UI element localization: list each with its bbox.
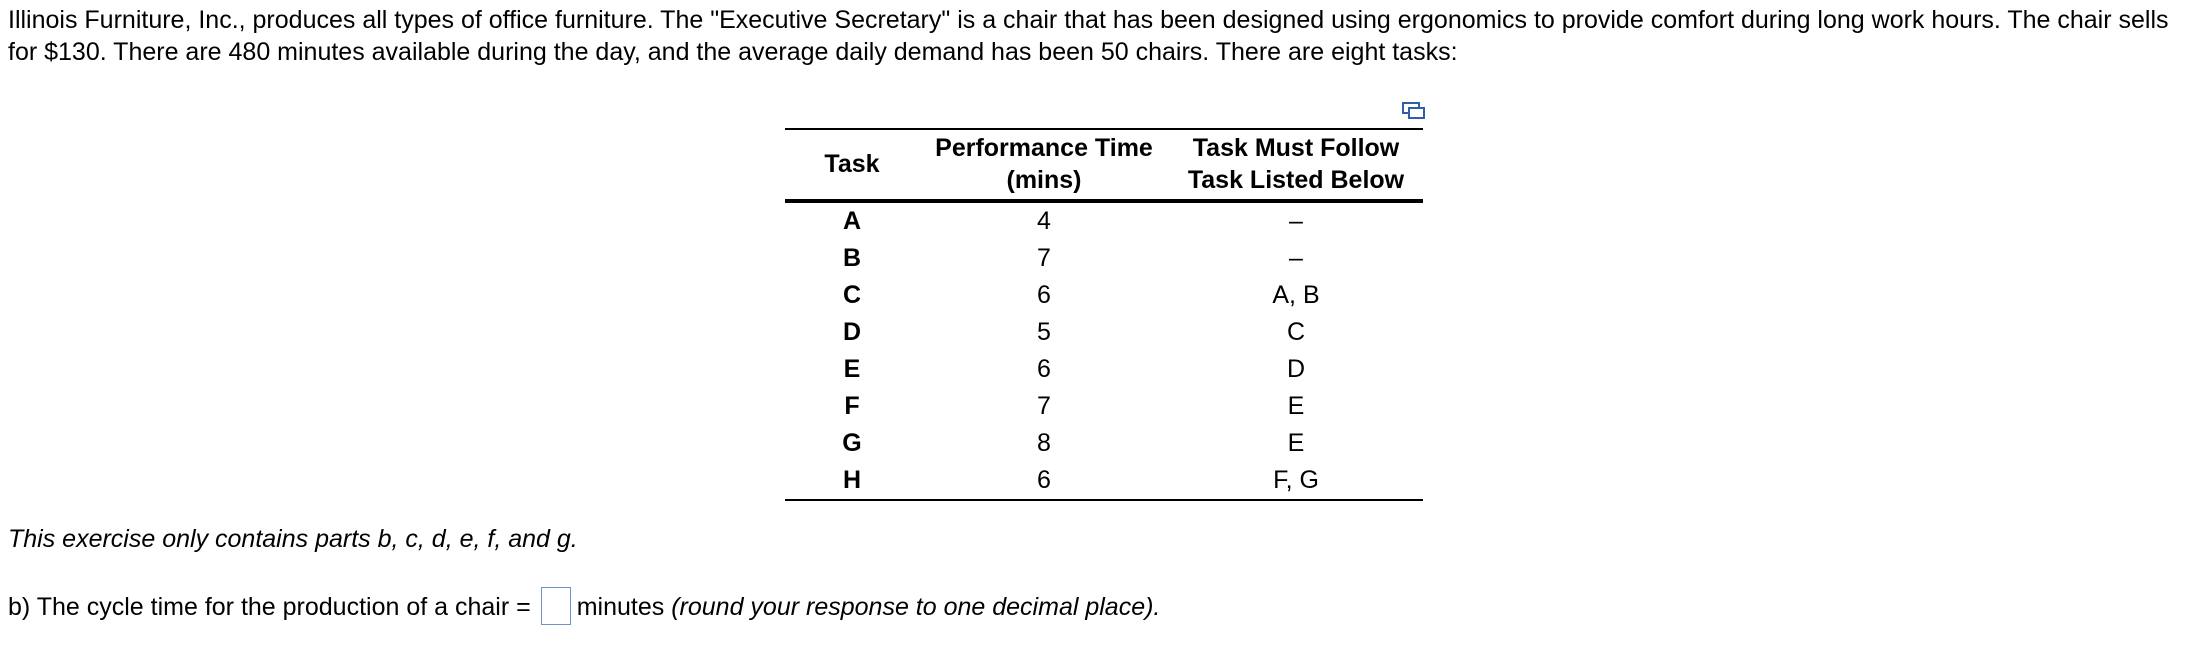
predecessor-cell: C xyxy=(1286,318,1306,346)
question-unit: minutes xyxy=(576,593,665,621)
time-cell: 8 xyxy=(1037,429,1051,457)
question-b xyxy=(8,584,1160,630)
table-header-row xyxy=(785,129,1423,201)
header-time-line2: (mins) xyxy=(1006,166,1082,194)
predecessor-cell: A, B xyxy=(1272,281,1320,309)
predecessor-cell: – xyxy=(1289,244,1303,272)
header-task-label: Task xyxy=(824,150,880,178)
predecessor-cell: E xyxy=(1287,392,1305,420)
predecessor-cell: – xyxy=(1289,207,1303,235)
table-row xyxy=(785,425,1423,462)
header-pred-line1: Task Must Follow xyxy=(1192,134,1400,162)
time-cell: 6 xyxy=(1037,281,1051,309)
table-row xyxy=(785,388,1423,425)
time-cell: 6 xyxy=(1037,355,1051,383)
time-cell: 7 xyxy=(1037,392,1051,420)
question-hint: (round your response to one decimal place). xyxy=(671,593,1161,621)
predecessor-cell: D xyxy=(1286,355,1306,383)
time-cell: 6 xyxy=(919,462,1169,500)
cycle-time-answer-input[interactable] xyxy=(541,587,571,625)
time-cell: 4 xyxy=(1037,207,1051,235)
time-cell: 7 xyxy=(1037,244,1051,272)
task-cell: F xyxy=(844,392,860,420)
task-cell: C xyxy=(842,281,862,309)
task-cell: E xyxy=(843,355,861,383)
table-row xyxy=(785,201,1423,240)
time-cell: 5 xyxy=(1037,318,1051,346)
problem-statement: Illinois Furniture, Inc., produces all types of office furniture. The "Executive Secretary" is a chair that has been designed using ergonomics to provide comfort during long work hours. The chair sells for $130. There are 480 minutes available during the day, and the average daily demand has been 50 chairs. There are eight tasks: xyxy=(8,6,2169,66)
task-cell: D xyxy=(842,318,862,346)
header-performance-time xyxy=(919,129,1169,201)
question-prefix: b) The cycle time for the production of a chair = xyxy=(8,593,531,621)
task-cell: A xyxy=(842,207,862,235)
header-task xyxy=(785,129,919,201)
exercise-note: This exercise only contains parts b, c, d, e, f, and g. xyxy=(8,525,578,553)
table-row xyxy=(785,462,1423,500)
task-cell: G xyxy=(842,429,862,457)
task-table xyxy=(785,128,1423,501)
task-cell: H xyxy=(785,462,919,500)
table-row xyxy=(785,314,1423,351)
header-time-line1: Performance Time xyxy=(935,134,1153,162)
header-predecessor xyxy=(1169,129,1423,201)
table-row xyxy=(785,351,1423,388)
copy-table-icon[interactable] xyxy=(1402,100,1426,120)
predecessor-cell: F, G xyxy=(1169,462,1423,500)
table-row xyxy=(785,277,1423,314)
predecessor-cell: E xyxy=(1287,429,1305,457)
table-row xyxy=(785,240,1423,277)
header-pred-line2: Task Listed Below xyxy=(1187,166,1405,194)
task-cell: B xyxy=(842,244,862,272)
